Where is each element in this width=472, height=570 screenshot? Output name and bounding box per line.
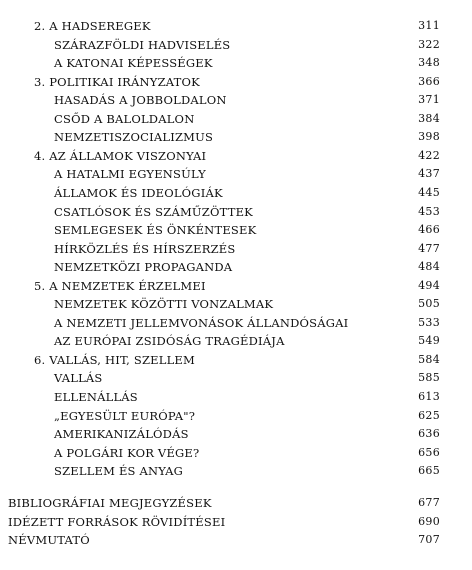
toc-section-title: NEMZETEK KÖZÖTTI VONZALMAK <box>54 297 274 312</box>
toc-section-title: CSŐD A BALOLDALON <box>54 111 195 126</box>
toc-backmatter-title: BIBLIOGRÁFIAI MEGJEGYZÉSEK <box>8 496 212 510</box>
toc-section-title: A NEMZETI JELLEMVONÁSOK ÁLLANDÓSÁGAI <box>54 315 349 330</box>
toc-page-number: 484 <box>418 260 440 274</box>
toc-entry <box>0 203 440 221</box>
toc-page-number: 690 <box>418 514 440 528</box>
toc-page-number: 677 <box>418 496 440 509</box>
toc-entry <box>0 54 440 72</box>
toc-entry <box>0 277 440 295</box>
toc-page-number: 311 <box>418 19 440 32</box>
toc-chapter-title: 6. VALLÁS, HIT, SZELLEM <box>34 352 195 367</box>
toc-section-title: ELLENÁLLÁS <box>54 390 138 404</box>
toc-entry <box>0 407 440 425</box>
toc-entry <box>0 513 440 531</box>
toc-page-number: 636 <box>418 427 440 441</box>
toc-page-number: 466 <box>418 223 440 237</box>
toc-page-number: 453 <box>418 204 440 218</box>
toc-section-title: SZÁRAZFÖLDI HADVISELÉS <box>54 37 231 52</box>
toc-entry <box>0 388 440 406</box>
toc-page-number: 366 <box>418 74 440 88</box>
toc-entry <box>0 91 440 109</box>
toc-page-number: 549 <box>418 334 440 348</box>
toc-entry <box>0 462 440 480</box>
toc-entry <box>0 73 440 91</box>
toc-entry <box>0 165 440 183</box>
toc-page-number: 384 <box>418 111 440 125</box>
toc-section-title: SEMLEGESEK ÉS ÖNKÉNTESEK <box>54 223 257 238</box>
toc-entry <box>0 444 440 462</box>
toc-page-number: 371 <box>418 93 440 107</box>
toc-backmatter-title: IDÉZETT FORRÁSOK RÖVIDÍTÉSEI <box>8 514 226 529</box>
toc-entry <box>0 110 440 128</box>
toc-entry <box>0 332 440 350</box>
toc-entry <box>0 128 440 146</box>
toc-chapter-title: 4. AZ ÁLLAMOK VISZONYAI <box>34 148 207 163</box>
toc-page-number: 445 <box>418 185 440 199</box>
toc-page-number: 437 <box>418 167 440 181</box>
toc-page-number: 494 <box>418 278 440 292</box>
toc-page-number: 613 <box>418 390 440 403</box>
toc-section-title: ÁLLAMOK ÉS IDEOLÓGIÁK <box>54 185 223 200</box>
toc-chapter-title: 3. POLITIKAI IRÁNYZATOK <box>34 74 200 89</box>
toc-section-title: A HATALMI EGYENSÚLY <box>54 167 206 182</box>
toc-entry <box>0 147 440 165</box>
toc-entry <box>0 531 440 549</box>
toc-entry <box>0 295 440 313</box>
toc-section-title: HÍRKÖZLÉS ÉS HÍRSZERZÉS <box>54 241 236 256</box>
toc-entry <box>0 36 440 54</box>
toc-page-number: 656 <box>418 445 440 459</box>
toc-page-number: 477 <box>418 241 440 255</box>
toc-page-number: 585 <box>418 371 440 385</box>
toc-backmatter-title: NÉVMUTATÓ <box>8 533 90 547</box>
toc-page-number: 665 <box>418 464 440 478</box>
toc-section-title: AZ EURÓPAI ZSIDÓSÁG TRAGÉDIÁJA <box>54 334 285 349</box>
toc-entry <box>0 369 440 387</box>
toc-page-number: 533 <box>418 315 440 329</box>
toc-entry <box>0 425 440 443</box>
toc-entry <box>0 184 440 202</box>
toc-entry <box>0 258 440 276</box>
toc-section-title: NEMZETKÖZI PROPAGANDA <box>54 260 233 275</box>
toc-entry <box>0 314 440 332</box>
toc-chapter-title: 5. A NEMZETEK ÉRZELMEI <box>34 278 206 293</box>
toc-chapter-title: 2. A HADSEREGEK <box>34 19 151 33</box>
toc-entry <box>0 221 440 239</box>
toc-page-number: 398 <box>418 130 440 144</box>
toc-page-number: 348 <box>418 56 440 70</box>
toc-page-number: 322 <box>418 37 440 51</box>
toc-page-number: 625 <box>418 408 440 422</box>
toc-page-number: 584 <box>418 352 440 366</box>
toc-entry <box>0 351 440 369</box>
toc-section-title: A POLGÁRI KOR VÉGE? <box>54 445 200 460</box>
toc-section-title: AMERIKANIZÁLÓDÁS <box>54 427 189 442</box>
toc-entry <box>0 240 440 258</box>
toc-section-title: „EGYESÜLT EURÓPA"? <box>54 408 196 423</box>
toc-page-number: 707 <box>418 533 440 546</box>
toc-page-number: 422 <box>418 148 440 162</box>
toc-section-title: CSATLÓSOK ÉS SZÁMŰZÖTTEK <box>54 204 253 219</box>
toc-section-title: A KATONAI KÉPESSÉGEK <box>54 56 213 71</box>
toc-section-title: HASADÁS A JOBBOLDALON <box>54 93 227 108</box>
toc-section-title: SZELLEM ÉS ANYAG <box>54 464 184 479</box>
toc-entry <box>0 494 440 512</box>
toc-section-title: VALLÁS <box>54 371 103 386</box>
toc-section-title: NEMZETISZOCIALIZMUS <box>54 130 214 145</box>
toc-entry <box>0 17 440 35</box>
toc-page-number: 505 <box>418 297 440 311</box>
